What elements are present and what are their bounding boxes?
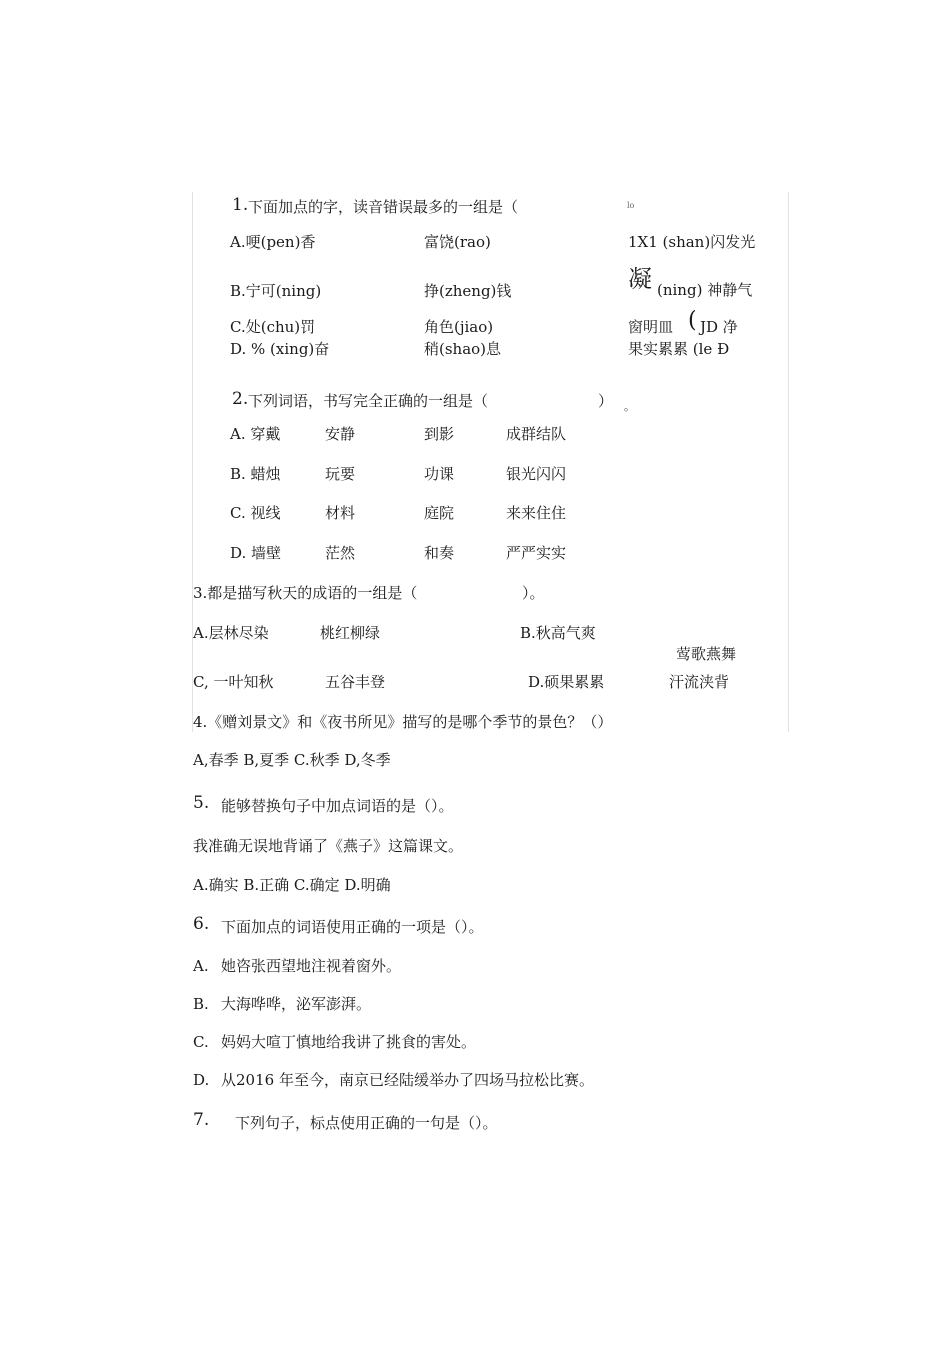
q2-a-word2: 安静 [325, 425, 356, 443]
q2-d-word4: 严严实实 [506, 544, 567, 562]
q4-stem: 4.《赠刘景文》和《夜书所见》描写的是哪个季节的景色？（） [193, 713, 613, 731]
q3-option-b-word2: 莺歌燕舞 [676, 645, 737, 663]
q5-sentence: 我准确无误地背诵了《燕子》这篇课文。 [193, 837, 464, 855]
q2-a-word1: A. 穿戴 [230, 425, 281, 443]
q1-c-item2: 角色(jiao) [424, 318, 494, 336]
q2-b-word4: 银光闪闪 [506, 465, 567, 483]
q6-number: 6. [193, 914, 210, 934]
q4-options: A,春季 B,夏季 C.秋季 D,冬季 [193, 751, 391, 769]
q2-number: 2. [232, 389, 249, 409]
q3-option-c-word2: 五谷丰登 [325, 673, 386, 691]
q6-option-b-text: 大海哗哗，泌军澎湃。 [221, 995, 372, 1013]
q2-a-word3: 到影 [424, 425, 455, 443]
q1-d-item3: 果实累累 (le Ð [628, 340, 730, 358]
q3-stem: 3.都是描写秋天的成语的一组是（ [193, 584, 418, 602]
q1-d-item1: D. % (xing)奋 [230, 340, 330, 358]
q2-d-word1: D. 墙壁 [230, 544, 282, 562]
q2-a-word4: 成群结队 [506, 425, 567, 443]
q1-a-item2: 富饶(rao) [424, 233, 491, 251]
q1-b-item2: 挣(zheng)钱 [424, 282, 512, 300]
q3-option-d-word1: D.硕果累累 [528, 673, 605, 691]
q3-close-paren: ）。 [522, 584, 545, 602]
q1-a-item1: A.哽(pen)香 [230, 233, 316, 251]
q6-option-c-label: C. [193, 1033, 209, 1051]
q6-option-b-label: B. [193, 995, 209, 1013]
q2-c-word1: C. 视线 [230, 504, 281, 522]
q2-dot: 。 [624, 400, 635, 413]
q5-options: A.确实 B.正确 C.确定 D.明确 [193, 876, 391, 894]
q2-c-word4: 来来住住 [506, 504, 567, 522]
q1-a-item3: 1X1 (shan)闪发光 [628, 233, 756, 251]
q7-number: 7. [193, 1110, 210, 1130]
q2-c-word3: 庭院 [424, 504, 455, 522]
q1-b-item3-char: 凝 [628, 265, 652, 293]
q1-mark: lo [627, 201, 635, 210]
q2-b-word3: 功课 [424, 465, 455, 483]
q3-option-a-word1: A.层林尽染 [193, 624, 269, 642]
q2-b-word2: 玩要 [325, 465, 356, 483]
q3-option-d-word2: 汗流浃背 [669, 673, 730, 691]
q6-option-a-label: A. [193, 957, 209, 975]
q3-option-a-word2: 桃红柳绿 [320, 624, 381, 642]
q2-c-word2: 材料 [325, 504, 356, 522]
q5-stem: 能够替换句子中加点词语的是（）。 [221, 797, 454, 815]
q2-close-paren: ） [598, 392, 614, 410]
q1-c-item3-paren: ( [688, 308, 697, 333]
q6-option-a-text: 她咨张西望地注视着窗外。 [221, 957, 402, 975]
q1-number: 1. [232, 195, 249, 215]
table-right-border [788, 192, 789, 732]
q1-d-item2: 稍(shao)息 [424, 340, 502, 358]
table-left-border [192, 192, 193, 732]
q6-option-c-text: 妈妈大喧丁慎地给我讲了挑食的害处。 [221, 1033, 477, 1051]
q2-b-word1: B. 蜡烛 [230, 465, 281, 483]
q1-b-item1: B.宁可(ning) [230, 282, 322, 300]
q1-stem: 下面加点的字，读音错误最多的一组是（ [248, 198, 519, 216]
q3-option-c-word1: C, 一叶知秋 [193, 673, 274, 691]
q1-c-item3-tail: JD 净 [700, 318, 738, 336]
q7-stem: 下列句子，标点使用正确的一句是（）。 [235, 1114, 498, 1132]
q2-d-word3: 和奏 [424, 544, 455, 562]
q2-d-word2: 茫然 [325, 544, 356, 562]
q2-stem: 下列词语，书写完全正确的一组是（ [248, 392, 489, 410]
q6-stem: 下面加点的词语使用正确的一项是（）。 [221, 918, 484, 936]
q1-c-item1: C.处(chu)罚 [230, 318, 316, 336]
q6-option-d-label: D. [193, 1071, 210, 1089]
q6-option-d-text: 从2016 年至今，南京已经陆缓举办了四场马拉松比赛。 [221, 1071, 594, 1089]
q1-c-item3: 窗明皿 [628, 318, 674, 336]
q5-number: 5. [193, 793, 210, 813]
q3-option-b-word1: B.秋高气爽 [520, 624, 596, 642]
q1-b-item3-text: (ning) 神静气 [657, 281, 753, 299]
